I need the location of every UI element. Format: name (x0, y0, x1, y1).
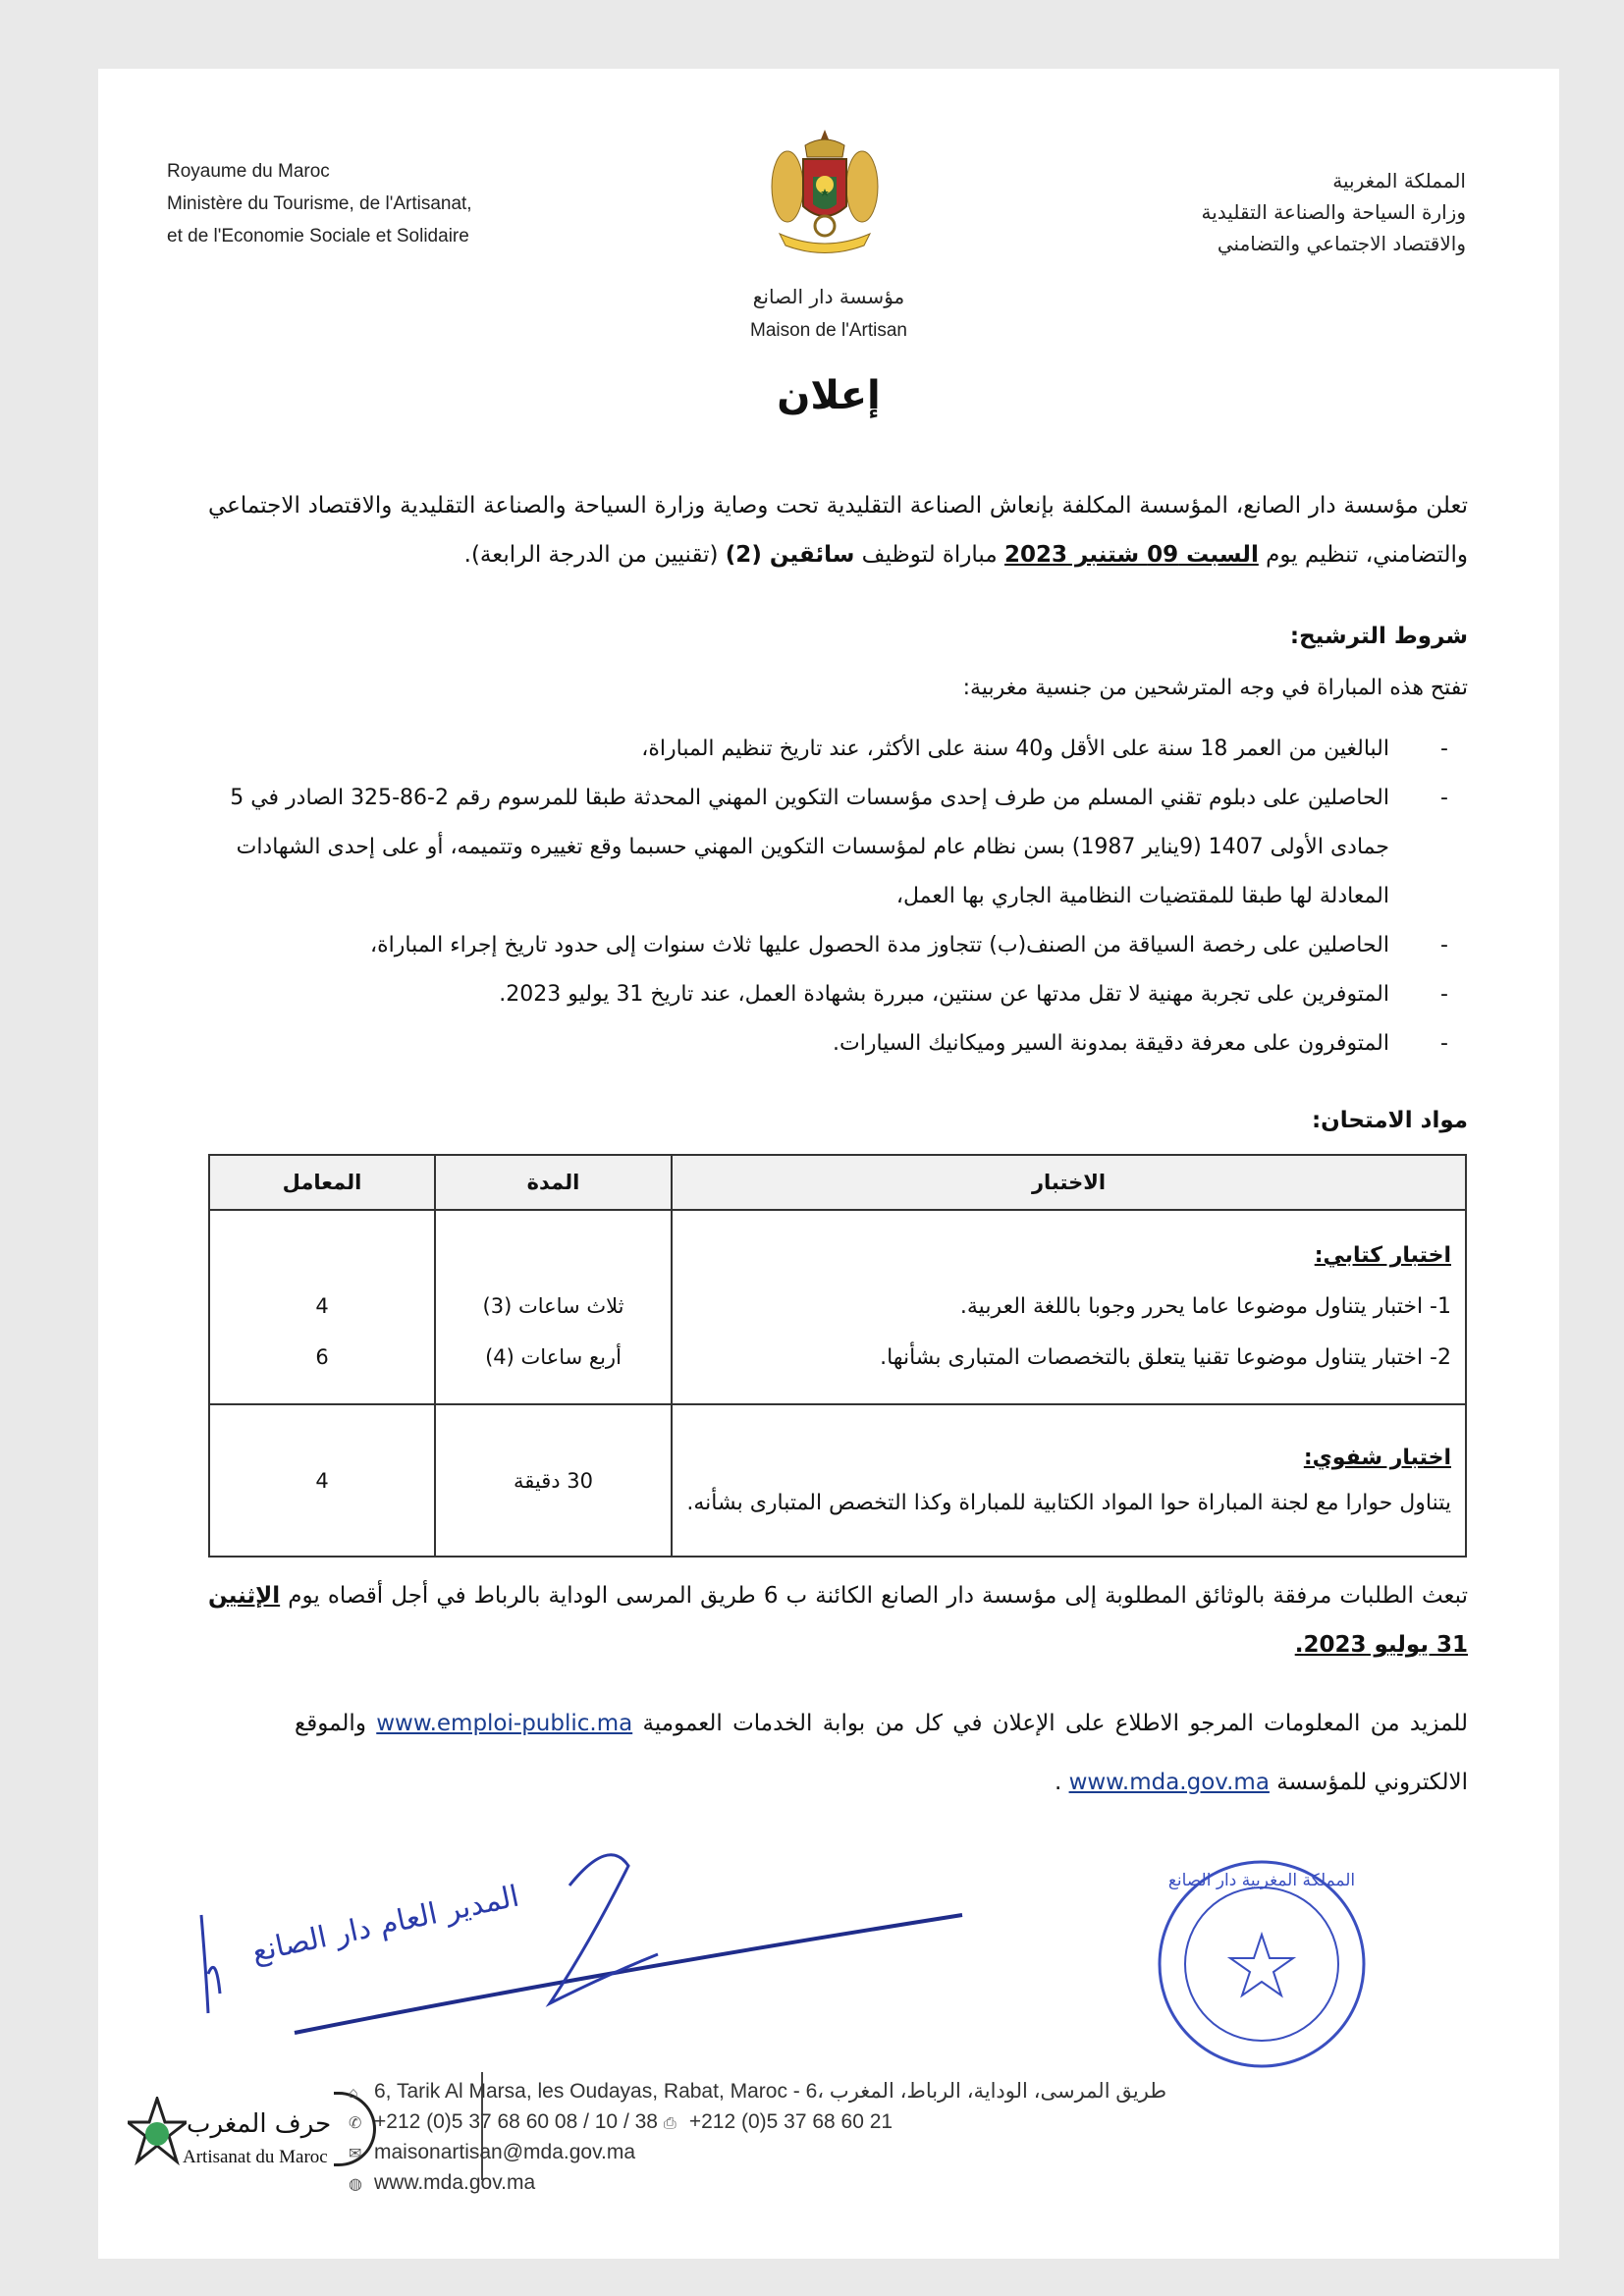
globe-icon: ◍ (349, 2176, 362, 2193)
header-ar-line: والاقتصاد الاجتماعي والتضامني (1217, 232, 1466, 255)
oral-test-title: اختبار شفوي: (1303, 1445, 1451, 1470)
intro-text: تعلن مؤسسة دار الصانع، المؤسسة المكلفة بإنعاش الصناعة التقليدية تحت وصاية وزارة السياحة والصناعة التقليدية والاقتصاد الاجتماعي والتضامني، تنظيم يوم (208, 493, 1468, 568)
col-header-coefficient: المعامل (209, 1155, 435, 1210)
col-header-duration: المدة (435, 1155, 672, 1210)
header-fr (167, 155, 472, 252)
intro-paragraph (208, 481, 1468, 579)
building-icon: ⌂ (349, 2085, 358, 2102)
document-page (98, 69, 1559, 2259)
written-duration-cell (435, 1210, 672, 1404)
list-item: - الحاصلين على رخصة السياقة من الصنف(ب) تتجاوز مدة الحصول عليها ثلاث سنوات إلى حدود تاريخ إجراء المباراة، (208, 921, 1468, 970)
official-stamp (1154, 1856, 1370, 2072)
exam-table (208, 1154, 1467, 1558)
col-header-test: الاختبار (672, 1155, 1466, 1210)
page-title: إعلان (777, 373, 881, 418)
conditions-list (208, 725, 1468, 1068)
oral-duration-cell: 30 دقيقة (435, 1404, 672, 1557)
phone-icon: ✆ (349, 2115, 362, 2132)
list-item: - الحاصلين على دبلوم تقني المسلم من طرف إحدى مؤسسات التكوين المهني المحدثة طبقا للمرسوم رقم 2-86-325 الصادر في 5 جمادى الأولى 1407 (9يناير 1987) بسن نظام عام لمؤسسات التكوين المهني حسبما وقع تغييره وتتميمه، أو على إحدى الشهادات المعادلة لها طبقا للمقتضيات النظامية الجاري بها العمل، (208, 774, 1468, 921)
logo-ar: حرف المغرب (187, 2109, 332, 2139)
table-header-row (209, 1155, 1466, 1210)
submission-text: تبعث الطلبات مرفقة بالوثائق المطلوبة إلى مؤسسة دار الصانع الكائنة ب 6 طريق المرسى الوداية بالرباط في أجل أقصاه يوم (280, 1583, 1468, 1609)
royal-emblem-icon (766, 128, 884, 260)
footer-address: 6, Tarik Al Marsa, les Oudayas, Rabat, Maroc - 6، طريق المرسى، الوداية، الرباط، المغرب (374, 2080, 1167, 2103)
header-fr-line: Royaume du Maroc (167, 161, 330, 182)
emploi-public-link[interactable]: www.emploi-public.ma (376, 1711, 633, 1736)
conditions-heading: شروط الترشيح: (1289, 624, 1468, 649)
footer-contact (349, 2077, 1166, 2199)
header-fr-line: Ministère du Tourisme, de l'Artisanat, (167, 193, 472, 214)
footer-fax: +212 (0)5 37 68 60 21 (688, 2110, 893, 2133)
header-fr-line: et de l'Economie Sociale et Solidaire (167, 226, 469, 246)
oral-test-desc: يتناول حوارا مع لجنة المباراة حوا المواد الكتابية للمباراة وكذا التخصص المتبارى بشأنه. (686, 1490, 1451, 1515)
written-coef-cell (209, 1210, 435, 1404)
contest-date: السبت 09 شتنبر 2023 (1004, 542, 1259, 568)
email-icon: ✉ (349, 2146, 362, 2162)
fax-icon: ⎙ (663, 2115, 677, 2132)
signature (196, 1827, 982, 2052)
written-test-desc: 1- اختبار يتناول موضوعا عاما يحرر وجوبا باللغة العربية. (959, 1294, 1451, 1319)
list-item: - البالغين من العمر 18 سنة على الأقل و40 سنة على الأكثر، عند تاريخ تنظيم المباراة، (208, 725, 1468, 774)
header-ar-line: المملكة المغربية (1332, 169, 1466, 192)
list-item: - المتوفرين على تجربة مهنية لا تقل مدتها عن سنتين، مبررة بشهادة العمل، عند تاريخ 31 يوليو 2023. (208, 970, 1468, 1019)
coef-value: 6 (315, 1344, 329, 1369)
intro-text: (تقنيين من الدرجة الرابعة). (463, 542, 726, 568)
more-info-text: . (1054, 1770, 1069, 1795)
svg-text:المدير العام دار الصانع: المدير العام دار الصانع (248, 1879, 522, 1970)
more-info-text: للمزيد من المعلومات المرجو الاطلاع على الإعلان في كل من بوابة الخدمات العمومية (632, 1711, 1468, 1736)
oral-test-cell (672, 1404, 1466, 1557)
duration-value: أربع ساعات (4) (485, 1344, 622, 1369)
header-ar-line: وزارة السياحة والصناعة التقليدية (1201, 200, 1466, 224)
institution-fr: Maison de l'Artisan (750, 320, 907, 341)
logo-fr: Artisanat du Maroc (183, 2147, 328, 2167)
star-logo-icon (128, 2097, 187, 2165)
written-test-desc: 2- اختبار يتناول موضوعا تقنيا يتعلق بالتخصصات المتبارى بشأنها. (880, 1345, 1451, 1370)
more-info-text: والموقع الالكتروني للمؤسسة (295, 1711, 1468, 1795)
oral-coef-cell: 4 (209, 1404, 435, 1557)
exam-heading: مواد الامتحان: (1311, 1108, 1468, 1133)
table-row (209, 1404, 1466, 1557)
list-item: - المتوفرون على معرفة دقيقة بمدونة السير وميكانيك السيارات. (208, 1019, 1468, 1068)
duration-value: ثلاث ساعات (3) (482, 1293, 624, 1318)
svg-text:المملكة المغربية دار الصانع: المملكة المغربية دار الصانع (1167, 1871, 1356, 1890)
coef-value: 4 (315, 1293, 329, 1318)
intro-text: مباراة لتوظيف (854, 542, 1005, 568)
footer-phone: +212 (0)5 37 68 60 08 / 10 / 38 (374, 2110, 658, 2133)
footer-website: www.mda.gov.ma (374, 2171, 536, 2194)
conditions-lead: تفتح هذه المباراة في وجه المترشحين من جنسية مغربية: (962, 676, 1468, 700)
mda-website-link[interactable]: www.mda.gov.ma (1068, 1770, 1270, 1795)
table-row (209, 1210, 1466, 1404)
written-test-cell (672, 1210, 1466, 1404)
institution-ar: مؤسسة دار الصانع (752, 285, 905, 308)
written-test-title: اختبار كتابي: (1314, 1243, 1451, 1268)
header-ar (1202, 165, 1466, 259)
footer-email: maisonartisan@mda.gov.ma (374, 2141, 636, 2163)
position-count: سائقين (2) (725, 542, 855, 568)
more-info-paragraph (295, 1694, 1468, 1812)
submission-deadline: الإثنين 31 يوليو 2023. (208, 1583, 1468, 1658)
submission-paragraph (208, 1571, 1468, 1669)
